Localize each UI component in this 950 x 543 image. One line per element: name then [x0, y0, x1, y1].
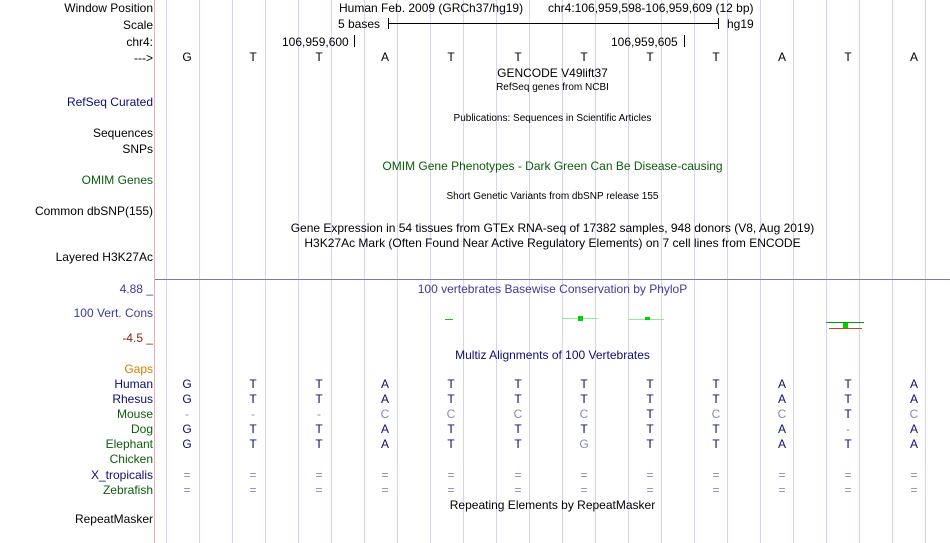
coordinate-605-tick [684, 35, 685, 47]
aligned-base: = [183, 483, 191, 497]
aligned-base: T [514, 392, 522, 406]
aligned-base: T [514, 377, 522, 391]
aligned-base: T [844, 407, 852, 421]
reference-base: T [514, 50, 522, 64]
aligned-base: = [646, 468, 654, 482]
aligned-base: A [380, 437, 389, 451]
aligned-base: T [447, 422, 455, 436]
reference-base: T [646, 50, 654, 64]
species-label[interactable]: Rhesus [112, 392, 153, 406]
omim-track-title[interactable]: OMIM Gene Phenotypes - Dark Green Can Be Disease-causing [382, 159, 723, 173]
aligned-base: C [711, 407, 721, 421]
aligned-base: T [712, 437, 720, 451]
aligned-base: = [910, 483, 918, 497]
aligned-base: = [712, 468, 720, 482]
reference-base: T [712, 50, 720, 64]
aligned-base: G [182, 377, 192, 391]
aligned-base: C [513, 407, 523, 421]
aligned-base: A [380, 377, 389, 391]
aligned-base: G [182, 437, 192, 451]
aligned-base: T [249, 437, 257, 451]
phylop-bar [445, 319, 453, 320]
aligned-base: T [712, 422, 720, 436]
aligned-base: = [580, 483, 588, 497]
reference-base: T [844, 50, 852, 64]
scale-text: 5 bases [338, 17, 381, 31]
aligned-base: C [909, 407, 919, 421]
reference-base: T [447, 50, 455, 64]
dbsnp-track-label[interactable]: Common dbSNP(155) [34, 204, 153, 218]
snps-track-label[interactable]: SNPs [122, 142, 153, 156]
aligned-base: T [249, 377, 257, 391]
aligned-base: A [777, 422, 786, 436]
aligned-base: T [712, 392, 720, 406]
aligned-base: T [580, 392, 588, 406]
aligned-base: = [910, 468, 918, 482]
strand-label: ---> [134, 51, 153, 65]
aligned-base: T [447, 437, 455, 451]
aligned-base: T [514, 437, 522, 451]
aligned-base: T [514, 422, 522, 436]
repeatmasker-track-title[interactable]: Repeating Elements by RepeatMasker [449, 498, 656, 512]
refseq-track-subtitle: RefSeq genes from NCBI [496, 82, 609, 93]
aligned-base: A [909, 437, 918, 451]
aligned-base: = [514, 483, 522, 497]
aligned-base: T [447, 392, 455, 406]
reference-base: A [380, 50, 389, 64]
aligned-base: C [579, 407, 589, 421]
chrom-label: chr4: [126, 35, 153, 49]
h3k27ac-track-title[interactable]: H3K27Ac Mark (Often Found Near Active Regulatory Elements) on 7 cell lines from ENCODE [304, 236, 801, 250]
aligned-base: - [251, 407, 255, 421]
gaps-track-label[interactable]: Gaps [124, 362, 153, 376]
cons-track-label[interactable]: 100 Vert. Cons [73, 306, 153, 320]
reference-base: A [909, 50, 918, 64]
aligned-base: = [381, 468, 389, 482]
scale-bar-end [718, 18, 719, 29]
aligned-base: G [182, 422, 192, 436]
h3k27ac-track-label[interactable]: Layered H3K27Ac [55, 250, 153, 264]
aligned-base: = [447, 483, 455, 497]
section-divider [155, 279, 950, 280]
position-range[interactable]: chr4:106,959,598-106,959,609 (12 bp) [548, 1, 754, 15]
aligned-base: T [447, 377, 455, 391]
aligned-base: = [249, 468, 257, 482]
aligned-base: = [315, 483, 323, 497]
gtex-track-title[interactable]: Gene Expression in 54 tissues from GTEx RNA-seq of 17382 samples, 948 donors (V8, Aug 2019) [290, 221, 815, 235]
repeatmasker-track-label[interactable]: RepeatMasker [74, 512, 153, 526]
scale-label: Scale [122, 18, 153, 32]
aligned-base: T [315, 422, 323, 436]
aligned-base: T [646, 392, 654, 406]
aligned-base: = [580, 468, 588, 482]
aligned-base: = [315, 468, 323, 482]
aligned-base: T [844, 437, 852, 451]
species-label[interactable]: Mouse [116, 407, 153, 421]
aligned-base: C [446, 407, 456, 421]
aligned-base: A [777, 437, 786, 451]
aligned-base: A [380, 422, 389, 436]
aligned-base: A [777, 377, 786, 391]
reference-base: A [777, 50, 786, 64]
aligned-base: = [381, 483, 389, 497]
aligned-base: - [317, 407, 321, 421]
aligned-base: A [909, 422, 918, 436]
refseq-track-label[interactable]: RefSeq Curated [66, 95, 153, 109]
aligned-base: A [909, 377, 918, 391]
aligned-base: = [183, 468, 191, 482]
coordinate-600-tick [354, 35, 355, 47]
species-label[interactable]: Human [114, 377, 153, 391]
aligned-base: = [844, 468, 852, 482]
scale-bar [388, 23, 718, 24]
gencode-track-title[interactable]: GENCODE V49lift37 [497, 66, 608, 80]
aligned-base: = [712, 483, 720, 497]
aligned-base: = [447, 468, 455, 482]
window-position-label: Window Position [64, 1, 153, 15]
sequences-track-label[interactable]: Sequences [92, 126, 153, 140]
aligned-base: T [844, 377, 852, 391]
aligned-base: = [844, 483, 852, 497]
aligned-base: A [909, 392, 918, 406]
species-label[interactable]: Dog [130, 422, 153, 436]
reference-base: G [182, 50, 192, 64]
cons-track-title[interactable]: 100 vertebrates Basewise Conservation by PhyloP [417, 282, 688, 296]
aligned-base: C [777, 407, 787, 421]
aligned-base: T [315, 392, 323, 406]
species-label[interactable]: Chicken [109, 452, 153, 466]
aligned-base: G [579, 437, 589, 451]
aligned-base: = [646, 483, 654, 497]
aligned-base: T [844, 392, 852, 406]
aligned-base: A [777, 392, 786, 406]
reference-base: T [580, 50, 588, 64]
coordinate-605: 106,959,605 [611, 35, 678, 49]
aligned-base: = [778, 483, 786, 497]
aligned-base: = [249, 483, 257, 497]
aligned-base: T [646, 437, 654, 451]
aligned-base: - [185, 407, 189, 421]
scale-db: hg19 [727, 17, 754, 31]
assembly-text: Human Feb. 2009 (GRCh37/hg19) [339, 1, 524, 15]
aligned-base: = [778, 468, 786, 482]
phylop-bar [578, 316, 583, 321]
aligned-base: T [646, 377, 654, 391]
aligned-base: T [646, 422, 654, 436]
aligned-base: = [514, 468, 522, 482]
aligned-base: T [315, 377, 323, 391]
aligned-base: T [249, 422, 257, 436]
aligned-base: T [315, 437, 323, 451]
aligned-base: A [380, 392, 389, 406]
aligned-base: G [182, 392, 192, 406]
coordinate-600: 106,959,600 [282, 35, 349, 49]
species-label[interactable]: Elephant [105, 437, 153, 451]
publications-track-title[interactable]: Publications: Sequences in Scientific Articles [453, 113, 652, 124]
multiz-track-title[interactable]: Multiz Alignments of 100 Vertebrates [455, 348, 650, 362]
aligned-base: T [249, 392, 257, 406]
reference-base: T [315, 50, 323, 64]
aligned-base: T [580, 377, 588, 391]
aligned-base: T [580, 422, 588, 436]
aligned-base: T [646, 407, 654, 421]
phylop-bar [645, 317, 650, 320]
cons-max-value: 4.88 _ [119, 282, 153, 296]
dbsnp-track-title[interactable]: Short Genetic Variants from dbSNP release 155 [446, 191, 659, 202]
phylop-bar [829, 328, 862, 329]
aligned-base: T [712, 377, 720, 391]
cons-min-value: -4.5 _ [122, 331, 153, 345]
species-label[interactable]: Zebrafish [102, 483, 153, 497]
aligned-base: - [846, 422, 850, 436]
species-label[interactable]: X_tropicalis [90, 468, 153, 482]
aligned-base: C [380, 407, 390, 421]
omim-track-label[interactable]: OMIM Genes [81, 173, 153, 187]
reference-base: T [249, 50, 257, 64]
